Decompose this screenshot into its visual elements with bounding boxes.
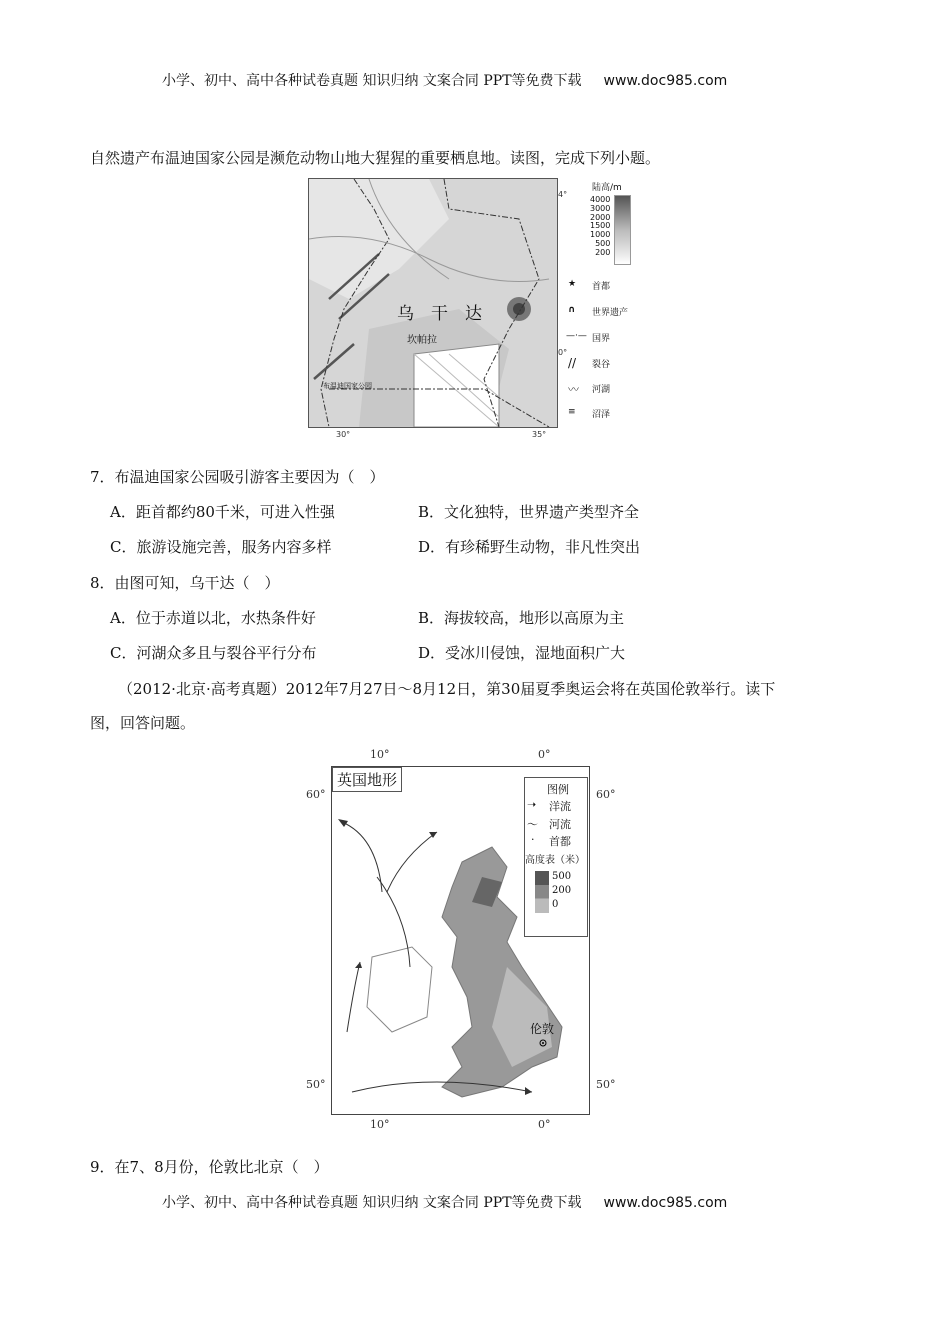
footer-site[interactable]: www.doc985.com — [603, 1195, 728, 1211]
lon-label: 30° — [336, 430, 351, 439]
question-8: 8．由图可知，乌干达（ ） — [90, 574, 280, 592]
level: 4000 — [590, 195, 611, 204]
q8-option-d[interactable]: D．受冰川侵蚀，湿地面积广大 — [418, 644, 626, 662]
lat-label: 4° — [558, 190, 568, 199]
lon-label: 35° — [532, 430, 547, 439]
level: 200 — [552, 885, 572, 896]
lon-label: 0° — [538, 1118, 551, 1131]
lon-label: 10° — [370, 1118, 390, 1131]
level: 500 — [595, 238, 611, 248]
passage-line: 图，回答问题。 — [90, 714, 196, 732]
legend-item: 首都 — [592, 282, 611, 292]
legend-item: 首都 — [549, 835, 571, 848]
lon-label: 10° — [370, 748, 390, 761]
swamp-icon: ≡ — [568, 407, 576, 417]
legend-item: 国界 — [592, 334, 611, 344]
header-text: 小学、初中、高中各种试卷真题 知识归纳 文案合同 PPT等免费下载 — [162, 73, 582, 89]
question-7: 7．布温迪国家公园吸引游客主要因为（ ） — [90, 468, 385, 486]
header-site[interactable]: www.doc985.com — [603, 73, 728, 89]
uk-legend — [524, 777, 588, 937]
question-9: 9．在7、8月份，伦敦比北京（ ） — [90, 1158, 329, 1176]
river-icon: 〜 — [527, 818, 538, 831]
elevation-scale — [614, 195, 631, 265]
level: 3000 — [590, 203, 611, 213]
uganda-map — [308, 178, 558, 428]
capital-label: 坎帕拉 — [407, 335, 437, 346]
q7-option-b[interactable]: B．文化独特，世界遗产类型齐全 — [418, 503, 640, 521]
legend-item: 沼泽 — [592, 410, 611, 420]
legend-title: 图例 — [547, 783, 569, 796]
level: 500 — [552, 871, 572, 882]
rift-icon: // — [568, 356, 577, 370]
page-header — [162, 70, 727, 90]
map-title: 英国地形 — [332, 767, 402, 792]
lat-label: 60° — [306, 788, 326, 801]
lat-label: 50° — [306, 1078, 326, 1091]
lat-label: 0° — [558, 348, 568, 357]
uk-map — [331, 766, 590, 1115]
q7-option-d[interactable]: D．有珍稀野生动物，非凡性突出 — [418, 538, 641, 556]
capital-label: 伦敦 — [530, 1022, 555, 1036]
page-footer — [162, 1192, 727, 1212]
q8-option-b[interactable]: B．海拔较高，地形以高原为主 — [418, 609, 625, 627]
legend-title: 陆高/m — [592, 183, 622, 193]
lat-label: 50° — [596, 1078, 616, 1091]
passage-line: （2012·北京·高考真题）2012年7月27日～8月12日，第30届夏季奥运会将在英国伦敦举行。读下 — [118, 680, 776, 698]
legend-item: 洋流 — [549, 800, 571, 813]
border-icon: —·— — [566, 331, 587, 341]
footer-text: 小学、初中、高中各种试卷真题 知识归纳 文案合同 PPT等免费下载 — [162, 1195, 582, 1211]
level: 1000 — [590, 230, 611, 240]
q8-option-a[interactable]: A．位于赤道以北，水热条件好 — [110, 609, 316, 627]
current-icon: ➝ — [527, 798, 537, 811]
lat-label: 60° — [596, 788, 616, 801]
lon-label: 0° — [538, 748, 551, 761]
level: 200 — [595, 247, 611, 257]
level: 1500 — [590, 221, 611, 231]
level: 2000 — [590, 212, 611, 222]
country-label: 乌 干 达 — [397, 304, 482, 324]
park-label: 布温迪国家公园 — [323, 382, 372, 390]
heritage-icon: ∩ — [568, 305, 576, 315]
level: 0 — [552, 899, 559, 910]
legend-item: 世界遗产 — [592, 308, 629, 318]
legend-item: 河湖 — [592, 385, 611, 395]
q8-option-c[interactable]: C．河湖众多且与裂谷平行分布 — [110, 644, 317, 662]
river-lake-icon: 〰 — [568, 383, 579, 396]
legend-item: 裂谷 — [592, 360, 611, 370]
capital-icon: ★ — [568, 279, 577, 289]
q7-option-a[interactable]: A．距首都约80千米，可进入性强 — [110, 503, 335, 521]
intro-text: 自然遗产布温迪国家公园是濒危动物山地大猩猩的重要栖息地。读图，完成下列小题。 — [90, 149, 661, 167]
capital-icon: · — [531, 833, 535, 846]
q7-option-c[interactable]: C．旅游设施完善，服务内容多样 — [110, 538, 332, 556]
elevation-scale — [535, 871, 549, 913]
elevation-title: 高度表（米） — [525, 855, 585, 866]
legend-item: 河流 — [549, 818, 571, 831]
